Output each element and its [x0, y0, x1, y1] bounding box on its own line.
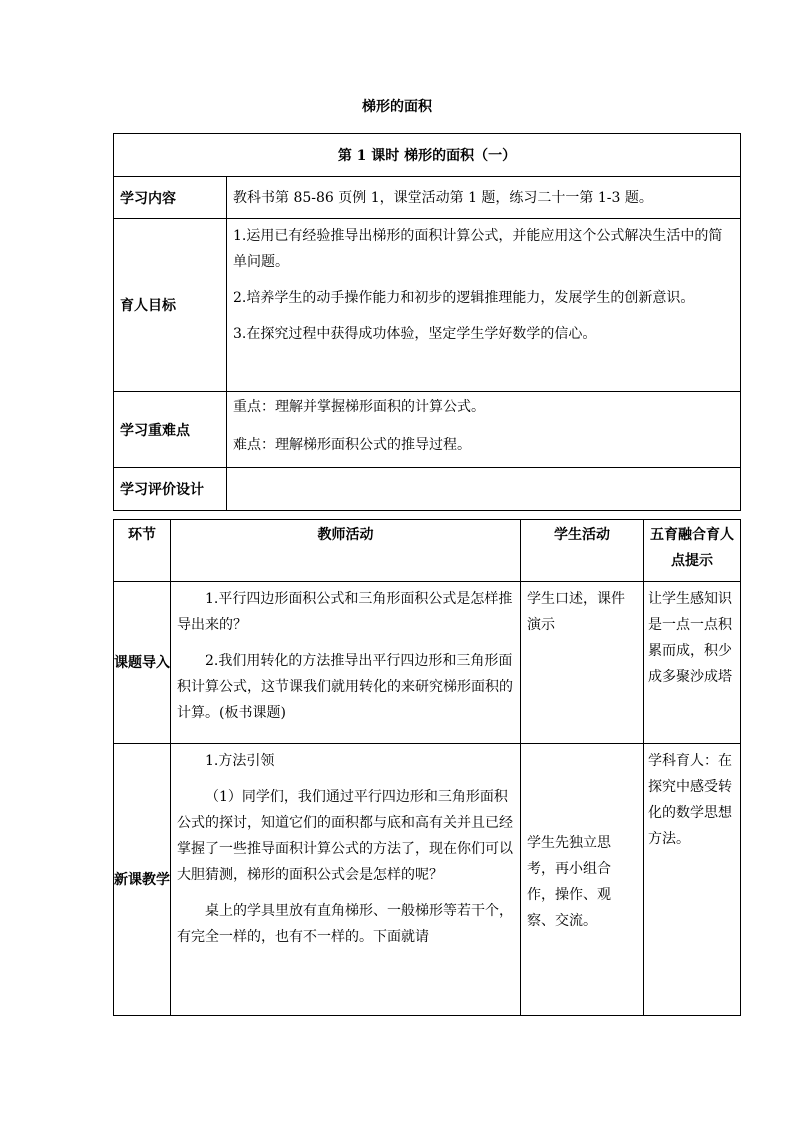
- phase-cell: 新课教学: [114, 744, 171, 1016]
- difficulty-point: 难点：理解梯形面积公式的推导过程。: [233, 437, 471, 453]
- goal-2: 2.培养学生的动手操作能力和初步的逻辑推理能力，发展学生的创新意识。: [233, 290, 695, 306]
- key-cell: [227, 392, 741, 468]
- content-label: 学习内容: [114, 177, 227, 219]
- col-header-teacher: 教师活动: [171, 520, 521, 582]
- five-cell: 让学生感知识是一点一点积累而成，积少成多聚沙成塔: [644, 582, 741, 744]
- teacher-paragraph: 2.我们用转化的方法推导出平行四边形和三角形面积计算公式，这节课我们就用转化的来研究梯形面积的计算。(板书课题): [177, 653, 513, 721]
- teacher-paragraph: （1）同学们，我们通过平行四边形和三角形面积公式的探讨，知道它们的面积都与底和高有关并且已经掌握了一些推导面积计算公式的方法了，现在你们可以大胆猜测，梯形的面积公式会是怎样的呢？: [177, 789, 513, 883]
- content-text: 教科书第 85-86 页例 1，课堂活动第 1 题，练习二十一第 1-3 题。: [227, 177, 741, 219]
- content-row: [114, 177, 741, 219]
- key-row: [114, 392, 741, 468]
- student-cell: 学生口述，课件演示: [521, 582, 644, 744]
- lesson-info-table: [113, 133, 741, 511]
- eval-row: [114, 468, 741, 511]
- goals-label: 育人目标: [114, 219, 227, 392]
- key-point: 重点：理解并掌握梯形面积的计算公式。: [233, 399, 485, 415]
- student-cell: 学生先独立思考，再小组合作，操作、观察、交流。: [521, 744, 644, 1016]
- goal-3: 3.在探究过程中获得成功体验，坚定学生学好数学的信心。: [233, 326, 597, 342]
- teacher-cell: [171, 582, 521, 744]
- eval-label: 学习评价设计: [114, 468, 227, 511]
- teacher-paragraph: 桌上的学具里放有直角梯形、一般梯形等若干个，有完全一样的，也有不一样的。下面就请: [177, 903, 513, 945]
- eval-text: [227, 468, 741, 511]
- teacher-paragraph: 1.平行四边形面积公式和三角形面积公式是怎样推导出来的？: [177, 591, 513, 633]
- phase-cell: 课题导入: [114, 582, 171, 744]
- col-header-student: 学生活动: [521, 520, 644, 582]
- five-cell: 学科育人：在探究中感受转化的数学思想方法。: [644, 744, 741, 1016]
- activity-table: [113, 519, 741, 1016]
- lesson-title-row: [114, 134, 741, 177]
- goal-1: 1.运用已有经验推导出梯形的面积计算公式，并能应用这个公式解决生活中的简单问题。: [233, 228, 723, 270]
- teacher-paragraph: 1.方法引领: [205, 753, 275, 769]
- lesson-title: 第 1 课时 梯形的面积（一）: [114, 134, 741, 177]
- col-header-phase: 环节: [114, 520, 171, 582]
- goals-row: [114, 219, 741, 392]
- section-row: [114, 744, 741, 1016]
- section-row: [114, 582, 741, 744]
- page-title: 梯形的面积: [362, 99, 432, 115]
- col-header-five: 五育融合育人点提示: [644, 520, 741, 582]
- column-header-row: [114, 520, 741, 582]
- goals-cell: [227, 219, 741, 392]
- key-label: 学习重难点: [114, 392, 227, 468]
- teacher-cell: [171, 744, 521, 1016]
